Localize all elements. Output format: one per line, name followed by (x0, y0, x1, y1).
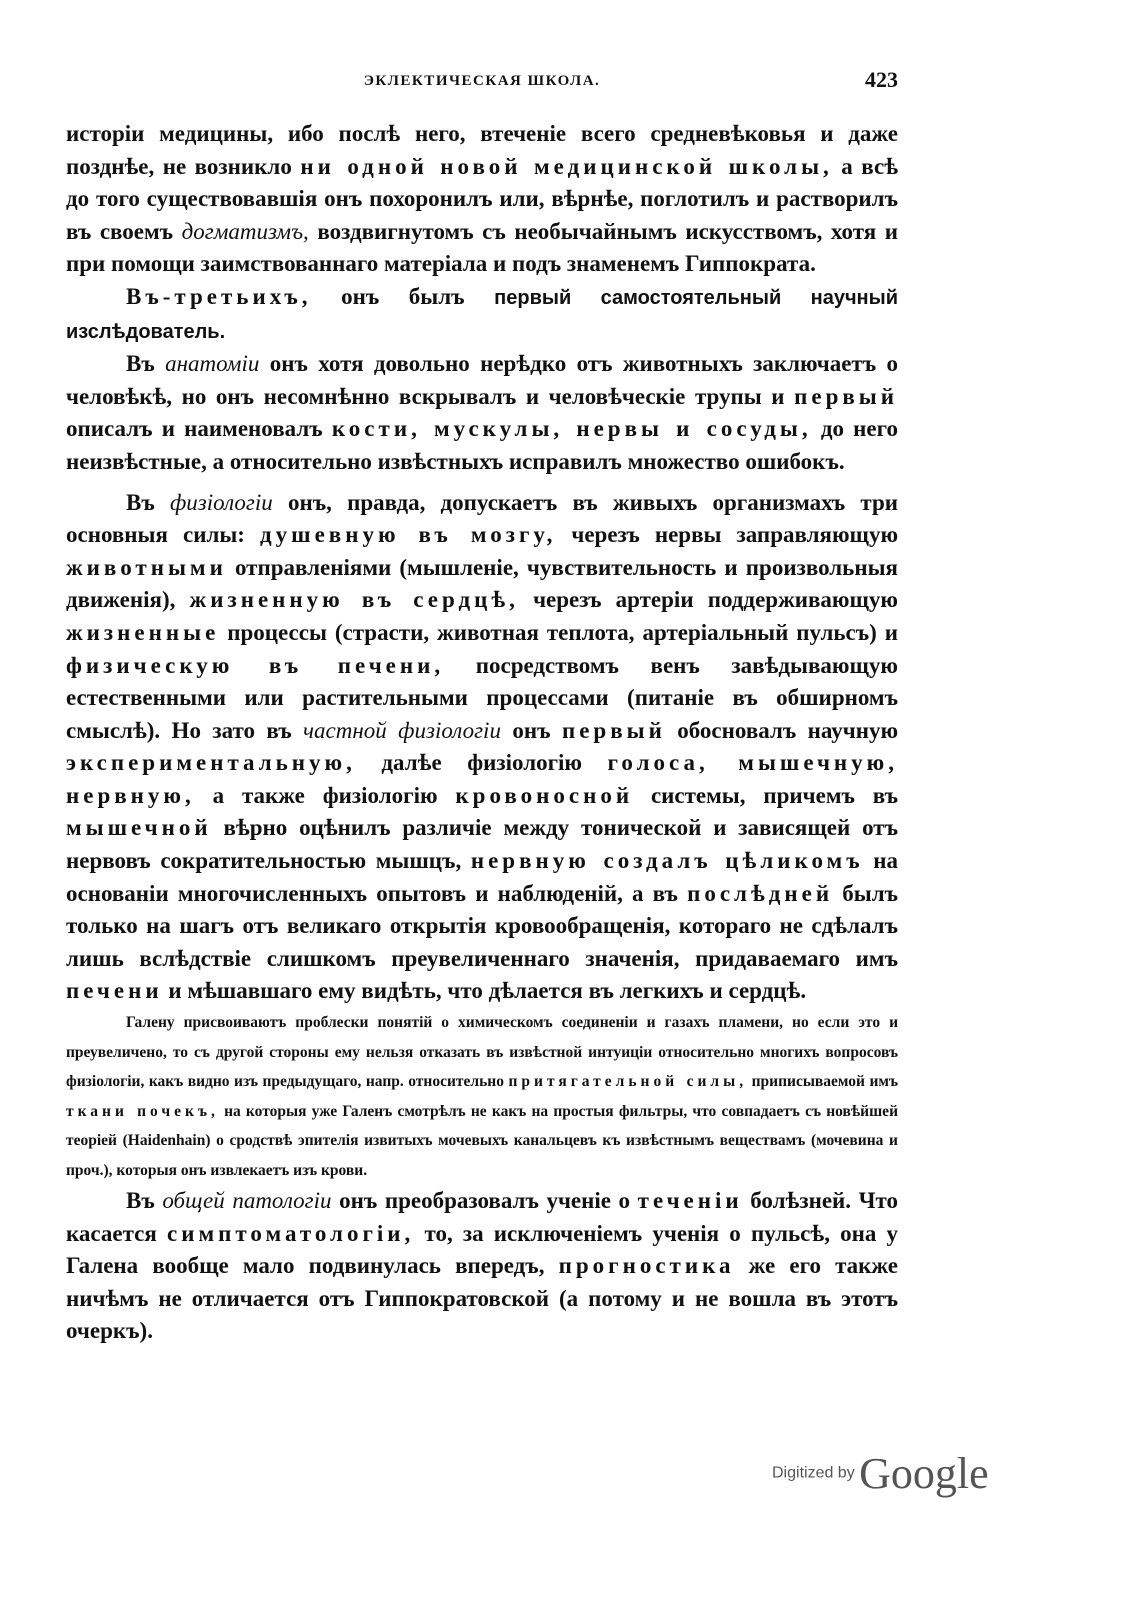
paragraph-4 (66, 487, 898, 1009)
spaced-run: теченіи (637, 1188, 743, 1214)
paragraph-2 (66, 281, 898, 348)
text-run: системы, причемъ въ (650, 782, 899, 808)
spaced-run: жизненные (66, 619, 220, 645)
text-run: вѣрно оцѣнилъ различіе между тонической и зависящей отъ нервовъ сократительностью мышцъ, (66, 815, 899, 874)
text-run: на которыя уже Галенъ смотрѣлъ не какъ на простыя фильтры, что совпадаетъ съ новѣйшей теоріей (Haidenhain) о сродствѣ эпителія извитыхъ мочевыхъ канальцевъ къ извѣстнымъ веществамъ (мочевина и проч.), которыя онъ извлекаетъ изъ крови. (66, 1102, 898, 1179)
text-run: посредствомъ венъ завѣдывающую естественными или растительными процессами (питаніе въ обширномъ смыслѣ). Но зато въ (66, 652, 898, 743)
watermark-small-text: Digitized by (772, 1464, 855, 1482)
text-run: Галену присвоиваютъ проблески понятій о химическомъ соединеніи и газахъ пламени, но если это и преувеличено, то съ другой стороны ему нельзя отказать въ извѣстной интуиціи относительно многихъ вопросовъ физіологіи, какъ видно изъ предыдущаго, напр. относительно (66, 1014, 898, 1091)
spaced-run: Въ-третьихъ, (126, 283, 312, 309)
watermark-logo: Google (859, 1449, 989, 1498)
text-run: а также физіологію (212, 782, 438, 808)
spaced-run: голоса, мышечную, нервную, (66, 750, 899, 808)
spaced-run: нервную создалъ цѣликомъ (470, 848, 864, 874)
spaced-run: прогностика (558, 1253, 735, 1279)
spaced-run: кровоносной (455, 782, 634, 808)
text-run: онъ хотя довольно нерѣдко отъ животныхъ заключаетъ о человѣкѣ, но онъ несомнѣнно вскрывалъ и человѣческіе трупы и (66, 351, 899, 409)
spaced-run: притягательной силы, (508, 1073, 748, 1091)
text-run: отправленіями (мышленіе, чувствительность и произвольныя движенія), (66, 554, 898, 613)
text-run: черезъ артеріи поддерживающую (533, 587, 898, 613)
heavy-run: первый самостоятельный научный изслѣдователь. (66, 286, 899, 343)
paragraph-5 (66, 1185, 898, 1348)
spaced-run: душевную въ мозгу, (260, 522, 557, 548)
spaced-run: физическую въ печени, (66, 652, 445, 678)
italic-run: общей патологіи (162, 1188, 332, 1214)
text-run: до него неизвѣстные, а относительно извѣстныхъ исправилъ множество ошибокъ. (66, 416, 899, 474)
text-run: исторіи медицины, ибо послѣ него, втеченіе всего средневѣковья и даже позднѣе, не возникло (66, 121, 898, 179)
text-run: процессы (страсти, животная теплота, артеріальный пульсъ) и (227, 619, 899, 645)
spaced-run: мышечной (66, 815, 212, 841)
italic-run: догматизмъ, (181, 218, 309, 244)
text-run: далѣе физіологію (381, 750, 583, 776)
text-run: онъ (512, 717, 551, 743)
text-run: Въ (126, 489, 155, 515)
text-run: а всѣ до того существовавшія онъ похоронилъ или, вѣрнѣе, поглотилъ и растворилъ въ своемъ (66, 153, 899, 244)
text-run: воздвигнутомъ съ необычайнымъ искусствомъ, хотя и при помощи заимствованнаго матеріала и подъ знаменемъ Гиппократа. (66, 218, 899, 277)
text-run: Въ (126, 351, 155, 377)
spaced-run: животными (66, 554, 227, 580)
text-run: обосновалъ научную (677, 717, 899, 743)
running-head (66, 67, 898, 103)
digitized-watermark (772, 1448, 989, 1499)
text-run: болѣзней. Что касается (66, 1188, 898, 1246)
paragraph-3 (66, 348, 898, 478)
spaced-run: экспериментальную, (66, 750, 356, 776)
text-run: приписываемой имъ (751, 1073, 898, 1091)
text-run: описалъ и наименовалъ (66, 416, 323, 442)
spaced-run: первый (794, 383, 898, 409)
italic-run: частной физіологіи (303, 717, 501, 743)
paragraph-1 (66, 118, 898, 281)
text-run: на основаніи многочисленныхъ опытовъ и наблюденій, а въ (66, 848, 899, 906)
spaced-run: ткани почекъ, (66, 1102, 219, 1120)
spaced-run: послѣдней (687, 880, 834, 906)
text-run: черезъ нервы заправляющую (571, 522, 899, 548)
text-run: былъ только на шагъ отъ великаго открытія кровообращенія, котораго не сдѣлалъ лишь вслѣдствіе слишкомъ преувеличеннаго значенія, придаваемаго имъ (66, 880, 899, 971)
spaced-run: ни одной новой медицинской школы, (300, 153, 833, 179)
spaced-run: первый (561, 717, 666, 743)
text-run: онъ преобразовалъ ученіе о (339, 1188, 631, 1214)
paragraph-gap (66, 479, 898, 487)
text-run: Въ (126, 1188, 155, 1214)
footnote (66, 1008, 898, 1185)
spaced-run: жизненную въ сердцѣ, (189, 587, 519, 613)
italic-run: анатоміи (165, 351, 260, 377)
running-title: ЭКЛЕКТИЧЕСКАЯ ШКОЛА. (363, 73, 601, 89)
body-text (66, 118, 898, 1348)
spaced-run: печени (66, 978, 163, 1004)
text-run: онъ, правда, допускаетъ въ живыхъ организмахъ три основныя силы: (66, 489, 898, 548)
text-run: то, за исключеніемъ ученія о пульсѣ, она у Галена вообще мало подвинулась впередъ, (66, 1220, 899, 1279)
italic-run: физіологіи (169, 489, 273, 515)
page-number: 423 (865, 67, 898, 92)
text-run: и мѣшавшаго ему видѣть, что дѣлается въ легкихъ и сердцѣ. (168, 978, 807, 1004)
spaced-run: симптоматологіи, (167, 1220, 415, 1246)
text-run: же его также ничѣмъ не отличается отъ Гиппократовской (а потому и не вошла въ этотъ очеркъ). (66, 1253, 899, 1344)
text-run: онъ былъ (341, 283, 465, 309)
spaced-run: кости, мускулы, нервы и сосуды, (331, 416, 812, 442)
